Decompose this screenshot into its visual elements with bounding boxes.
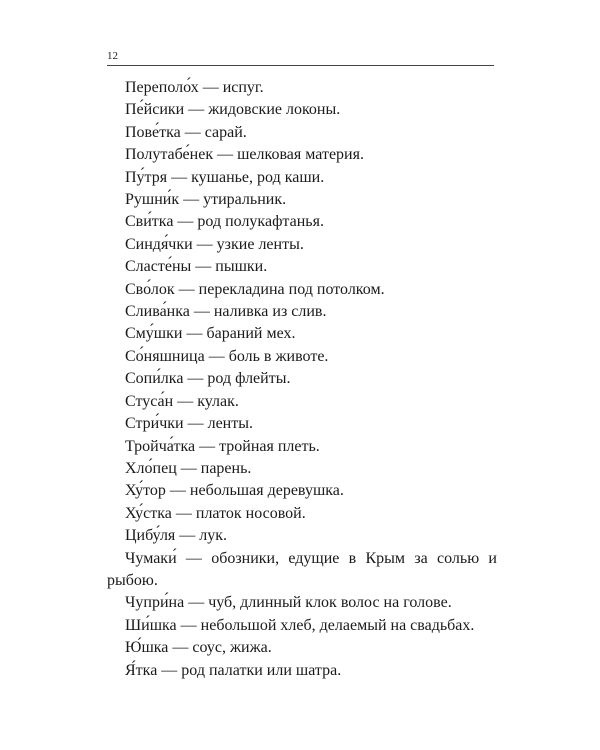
glossary-entry: Ху́стка — платок носовой.	[125, 504, 306, 522]
glossary-entry: Синдя́чки — узкие ленты.	[125, 235, 304, 253]
glossary-list	[107, 77, 497, 682]
glossary-entry: Слива́нка — наливка из слив.	[125, 303, 327, 321]
glossary-entry: Сму́шки — бараний мех.	[125, 325, 296, 343]
glossary-entry: Сво́лок — перекладина под потолком.	[125, 280, 385, 298]
glossary-entry: Цибу́ля — лук.	[125, 527, 228, 545]
glossary-entry: Ю́шка — соус, жижа.	[125, 639, 272, 657]
glossary-entry: Пове́тка — сарай.	[125, 123, 247, 141]
glossary-entry: Ху́тор — небольшая деревушка.	[125, 482, 344, 500]
glossary-entry: Пе́йсики — жидовские локоны.	[125, 101, 341, 119]
glossary-entry: Стуса́н — кулак.	[125, 392, 239, 410]
glossary-entry: Чумаки́ — обозники, едущие в Крым за солью и рыбою.	[107, 549, 497, 589]
glossary-entry: Пу́тря — кушанье, род каши.	[125, 168, 325, 186]
glossary-entry: Стри́чки — ленты.	[125, 415, 253, 433]
glossary-entry: Сласте́ны — пышки.	[125, 258, 268, 276]
glossary-entry: Сви́тка — род полукафтанья.	[125, 213, 324, 231]
glossary-entry: Я́тка — род палатки или шатра.	[125, 661, 342, 679]
glossary-entry: Чупри́на — чуб, длинный клок волос на голове.	[125, 594, 452, 612]
glossary-entry: Ши́шка — небольшой хлеб, делаемый на свадьбах.	[125, 616, 475, 634]
glossary-entry: Полутабе́нек — шелковая материя.	[125, 146, 364, 164]
glossary-entry: Со́няшница — боль в животе.	[125, 347, 329, 365]
glossary-entry: Хло́пец — парень.	[125, 459, 252, 477]
glossary-entry: Тройча́тка — тройная плеть.	[125, 437, 320, 455]
header-rule	[107, 65, 494, 66]
glossary-entry: Рушни́к — утиральник.	[125, 191, 287, 209]
glossary-entry: Переполо́х — испуг.	[125, 79, 264, 96]
page-number: 12	[107, 50, 118, 62]
glossary-entry: Сопи́лка — род флейты.	[125, 370, 291, 388]
